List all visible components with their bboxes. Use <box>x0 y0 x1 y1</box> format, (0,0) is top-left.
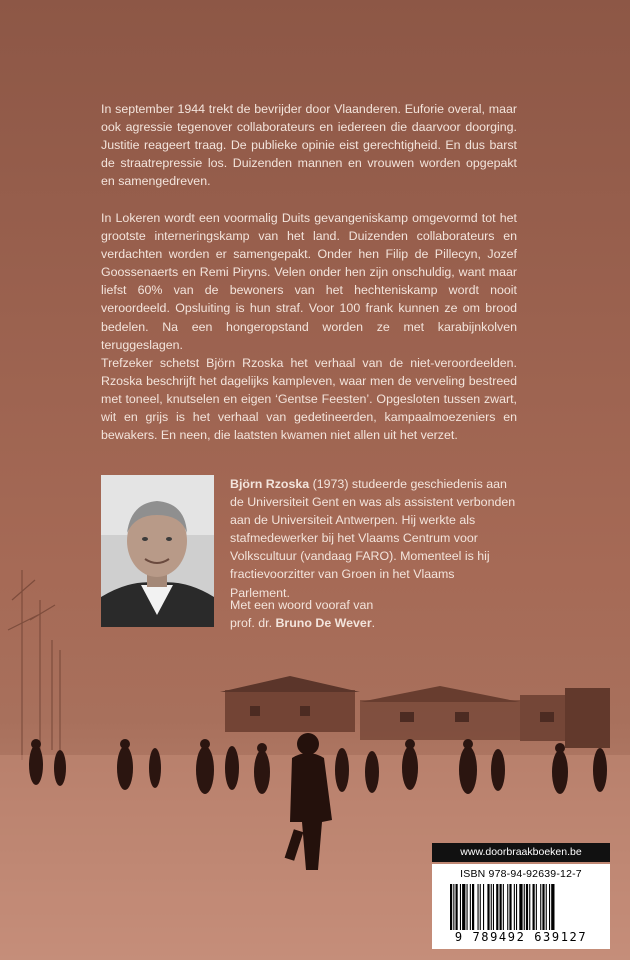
author-photo <box>101 475 214 627</box>
preface-title: prof. dr. <box>230 616 276 631</box>
preface-author-name: Bruno De Wever <box>275 616 372 631</box>
preface-credit <box>230 596 516 632</box>
author-portrait-image <box>101 475 214 627</box>
barcode-digits: 9 789492 639127 <box>454 930 588 944</box>
author-bio-text: (1973) studeerde geschiedenis aan de Universiteit Gent en was als assistent verbonden aan de Universiteit Antwerpen. Hij werkte als stafmedewerker bij het Vlaams Centrum voor Volkscultuur (vandaag FARO). Momenteel is hij fractievoorzitter van Groen in het Vlaams Parlement. <box>230 477 516 600</box>
publisher-url: www.doorbraakboeken.be <box>432 843 610 862</box>
blurb-paragraph-2: In Lokeren wordt een voormalig Duits gevangeniskamp omgevormd tot het grootste interneringskamp van het land. Duizenden collaborateurs en verdachten worden er samengepakt. Onder hen Filip de Pillecyn, Jozef Goossenaerts en Remi Piryns. Velen onder hen zijn onschuldig, want maar liefst 60% van de bewoners van het hechteniskamp wordt nooit veroordeeld. Opsluiting is hun straf. Voor 100 frank kunnen ze om brood bedelen. Na een hongeropstand worden ze met karabijnkolven teruggeslagen. <box>101 211 517 352</box>
preface-prefix: Met een woord vooraf van <box>230 598 374 612</box>
author-name: Björn Rzoska <box>230 477 310 491</box>
isbn-label: ISBN 978-94-92639-12-7 <box>460 868 582 880</box>
barcode-box <box>432 864 610 949</box>
author-bio <box>230 475 516 602</box>
blurb-paragraph-1: In september 1944 trekt de bevrijder door Vlaanderen. Euforie overal, maar ook agressie tegenover collaborateurs en iedereen die daarvoor doorging. Justitie reageert traag. De publieke opinie eist gerechtigheid. En dus barst de straatrepressie los. Duizenden mannen en vrouwen worden opgepakt en samengedreven. <box>101 102 517 189</box>
barcode-bars <box>448 884 594 930</box>
blurb-paragraph-3: Trefzeker schetst Björn Rzoska het verhaal van de niet-veroordeelden. Rzoska beschrijft het dagelijks kampleven, waar men de verveling bestreed met toneel, knutselen en eigen ‘Gentse Feesten’. Opgesloten tussen zwart, wit en grijs is het verhaal van gedetineerden, kampaalmoezeniers en bewakers. En neen, die laatsten kwamen niet allen uit het verzet. <box>101 356 517 443</box>
preface-suffix: . <box>371 616 376 631</box>
